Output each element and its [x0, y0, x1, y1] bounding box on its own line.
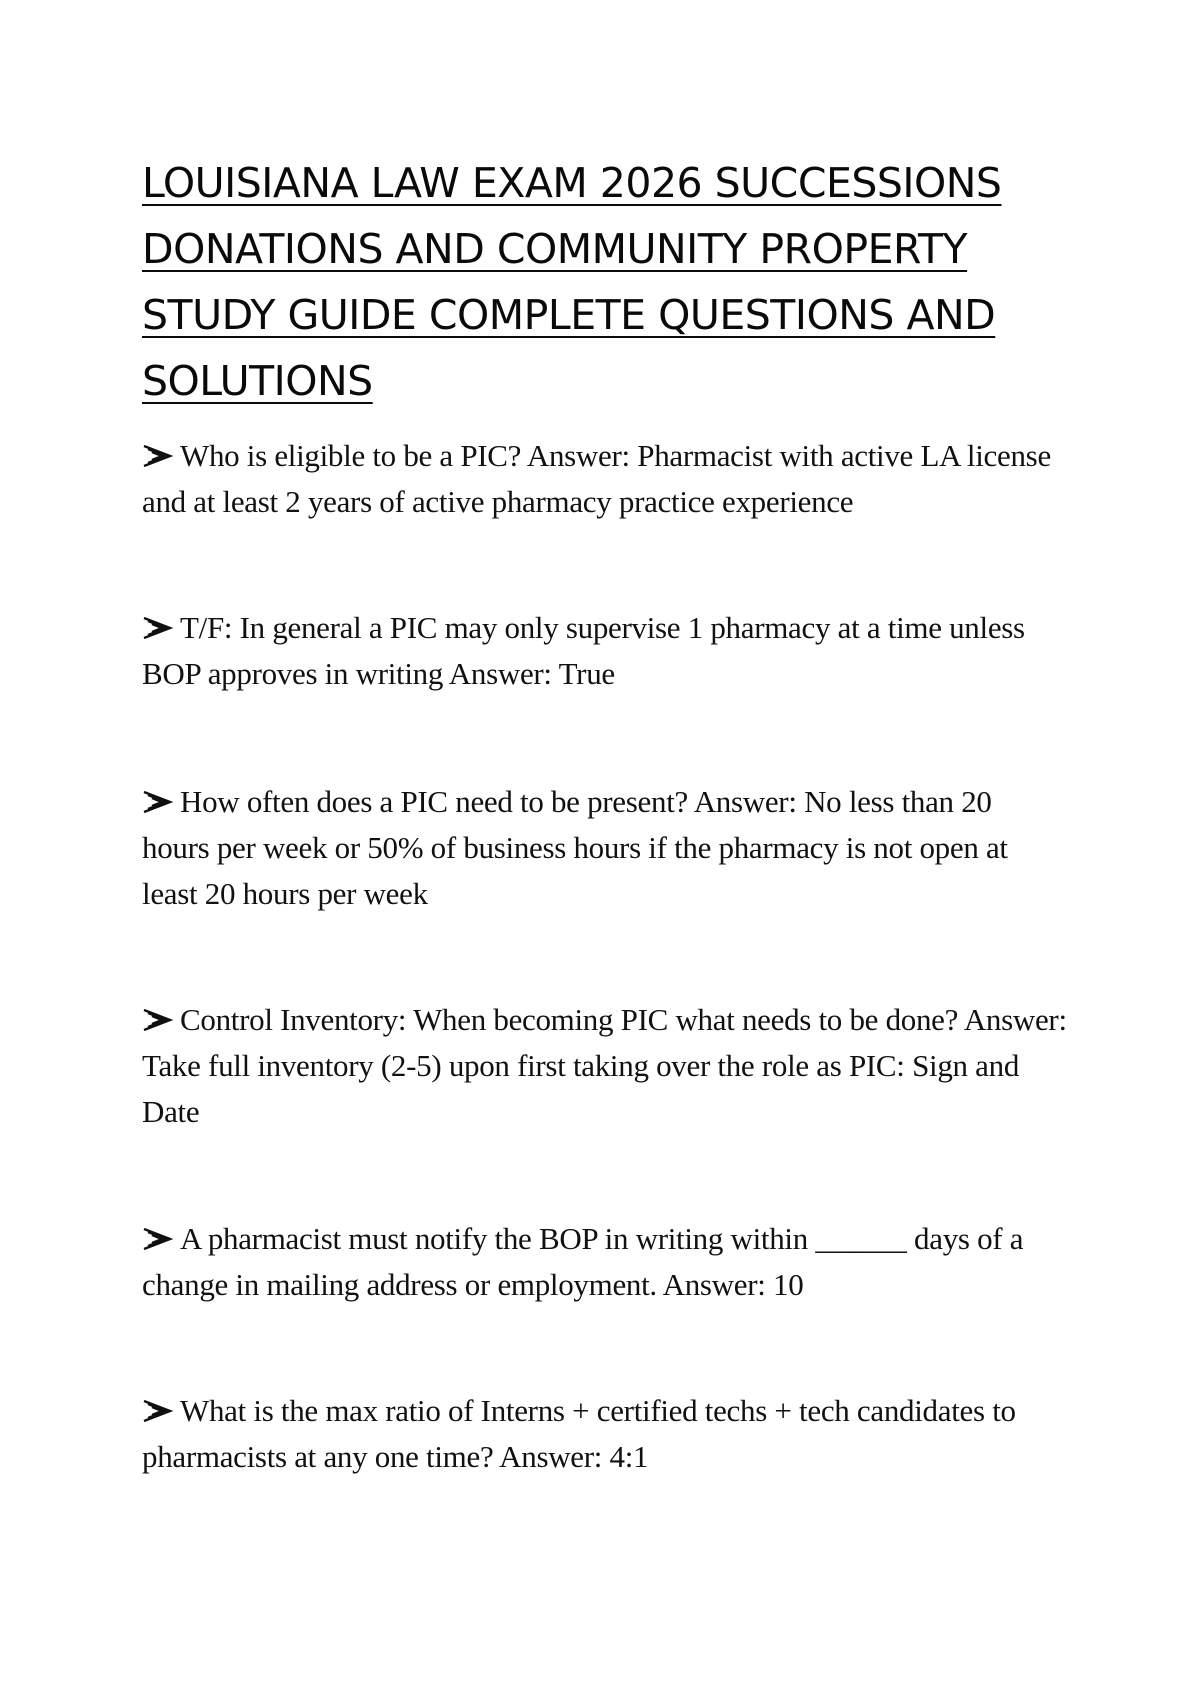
qa-item-2: [142, 605, 1082, 697]
title-line-1: LOUISIANA LAW EXAM 2026 SUCCESSIONS: [142, 159, 1002, 207]
feathered-arrow-icon: [142, 1399, 174, 1423]
title-line-3: STUDY GUIDE COMPLETE QUESTIONS AND: [142, 291, 996, 339]
feathered-arrow-icon: [142, 616, 174, 640]
feathered-arrow-icon: [142, 444, 174, 468]
qa-item-text: How often does a PIC need to be present? Answer: No less than 20 hours per week or 50% of business hours if the pharmacy is not open at least 20 hours per week: [142, 784, 1008, 911]
qa-item-1: [142, 433, 1082, 525]
qa-item-5: [142, 1216, 1082, 1308]
qa-item-text: T/F: In general a PIC may only supervise 1 pharmacy at a time unless BOP approves in writing Answer: True: [142, 610, 1025, 691]
feathered-arrow-icon: [142, 790, 174, 814]
qa-item-6: [142, 1388, 1082, 1480]
qa-item-4: [142, 997, 1082, 1135]
qa-item-text: Control Inventory: When becoming PIC what needs to be done? Answer: Take full inventory (2-5) upon first taking over the role as PIC: Sign and Date: [142, 1002, 1067, 1129]
title-line-2: DONATIONS AND COMMUNITY PROPERTY: [142, 225, 968, 273]
qa-item-text: Who is eligible to be a PIC? Answer: Pharmacist with active LA license and at least 2 years of active pharmacy practice experience: [142, 438, 1051, 519]
document-title: [142, 150, 1072, 414]
qa-item-text: A pharmacist must notify the BOP in writing within ______ days of a change in mailing address or employment. Answer: 10: [142, 1221, 1024, 1302]
qa-item-text: What is the max ratio of Interns + certified techs + tech candidates to pharmacists at any one time? Answer: 4:1: [142, 1393, 1016, 1474]
qa-item-3: [142, 779, 1062, 917]
title-line-4: SOLUTIONS: [142, 357, 373, 405]
feathered-arrow-icon: [142, 1008, 174, 1032]
feathered-arrow-icon: [142, 1227, 174, 1251]
